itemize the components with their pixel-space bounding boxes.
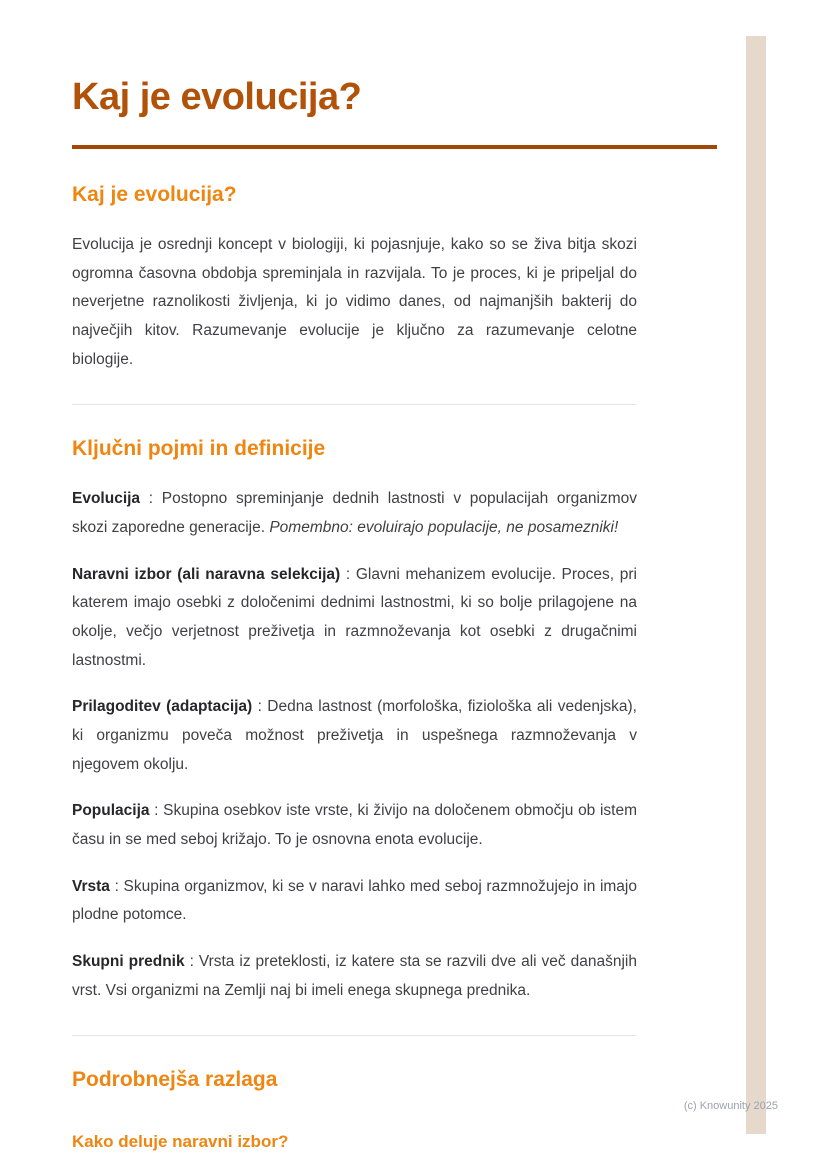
definition-item xyxy=(72,485,637,542)
section-divider xyxy=(72,404,637,405)
section-divider xyxy=(72,1035,637,1036)
definition-term: Vrsta xyxy=(72,877,110,895)
title-divider xyxy=(72,145,717,149)
definition-item xyxy=(72,948,637,1005)
definition-text: Vrsta iz preteklosti, iz katere sta se razvili dve ali več današnjih vrst. Vsi organizmi na Zemlji naj bi imeli enega skupnega prednika. xyxy=(72,953,637,999)
definition-term: Populacija xyxy=(72,802,150,820)
definition-text: Skupina osebkov iste vrste, ki živijo na določenem območju ob istem času in se med seboj križajo. To je osnovna enota evolucije. xyxy=(72,802,637,849)
definition-term: Skupni prednik xyxy=(72,953,185,971)
definition-term: Naravni izbor (ali naravna selekcija) xyxy=(72,565,341,583)
definition-separator: : xyxy=(340,565,356,583)
definition-text: Dedna lastnost (morfološka, fiziološka ali vedenjska), ki organizmu poveča možnost preživetja in uspešnega razmnoževanja v njegovem okolju. xyxy=(72,698,637,773)
section-heading-intro: Kaj je evolucija? xyxy=(72,183,237,206)
copyright-footer: (c) Knowunity 2025 xyxy=(683,1100,778,1112)
definition-note: Pomembno: evoluirajo populacije, ne posamezniki! xyxy=(269,519,619,537)
intro-paragraph: Evolucija je osrednji koncept v biologiji, ki pojasnjuje, kako so se živa bitja skozi ogromna časovna obdobja spreminjala in razvijala. To je proces, ki je pripeljal do neverjetne raznolikosti življenja, ki jo vidimo danes, od najmanjših bakterij do največjih kitov. Razumevanje evolucije je ključno za razumevanje celotne biologije. xyxy=(72,236,637,368)
sub-heading-natural-selection: Kako deluje naravni izbor? xyxy=(72,1132,289,1152)
section-heading-definitions: Ključni pojmi in definicije xyxy=(72,437,326,461)
definition-text: Glavni mehanizem evolucije. Proces, pri katerem imajo osebki z določenimi dednimi lastnostmi, ki so bolje prilagojene na okolje, večjo verjetnost preživetja in razmnoževanja kot osebki z drugačnimi lastnostmi. xyxy=(72,565,638,669)
definition-item xyxy=(72,873,637,930)
section-heading-details: Podrobnejša razlaga xyxy=(72,1068,278,1092)
definition-item xyxy=(72,693,637,779)
definition-separator: : xyxy=(149,802,164,820)
definition-term: Prilagoditev (adaptacija) xyxy=(72,698,253,716)
definition-text: Skupina organizmov, ki se v naravi lahko med seboj razmnožujejo in imajo plodne potomce. xyxy=(72,877,637,924)
definition-item xyxy=(72,561,637,676)
page-edge-decoration xyxy=(746,36,766,1134)
definition-item xyxy=(72,797,637,854)
definition-separator: : xyxy=(109,877,124,895)
definition-separator: : xyxy=(252,698,268,716)
definition-text: Postopno spreminjanje dednih lastnosti v populacijah organizmov skozi zaporedne generacije. xyxy=(72,490,637,537)
definition-term: Evolucija xyxy=(72,490,141,508)
page-title: Kaj je evolucija? xyxy=(72,76,362,118)
definition-separator: : xyxy=(140,490,162,508)
definition-separator: : xyxy=(184,953,199,971)
